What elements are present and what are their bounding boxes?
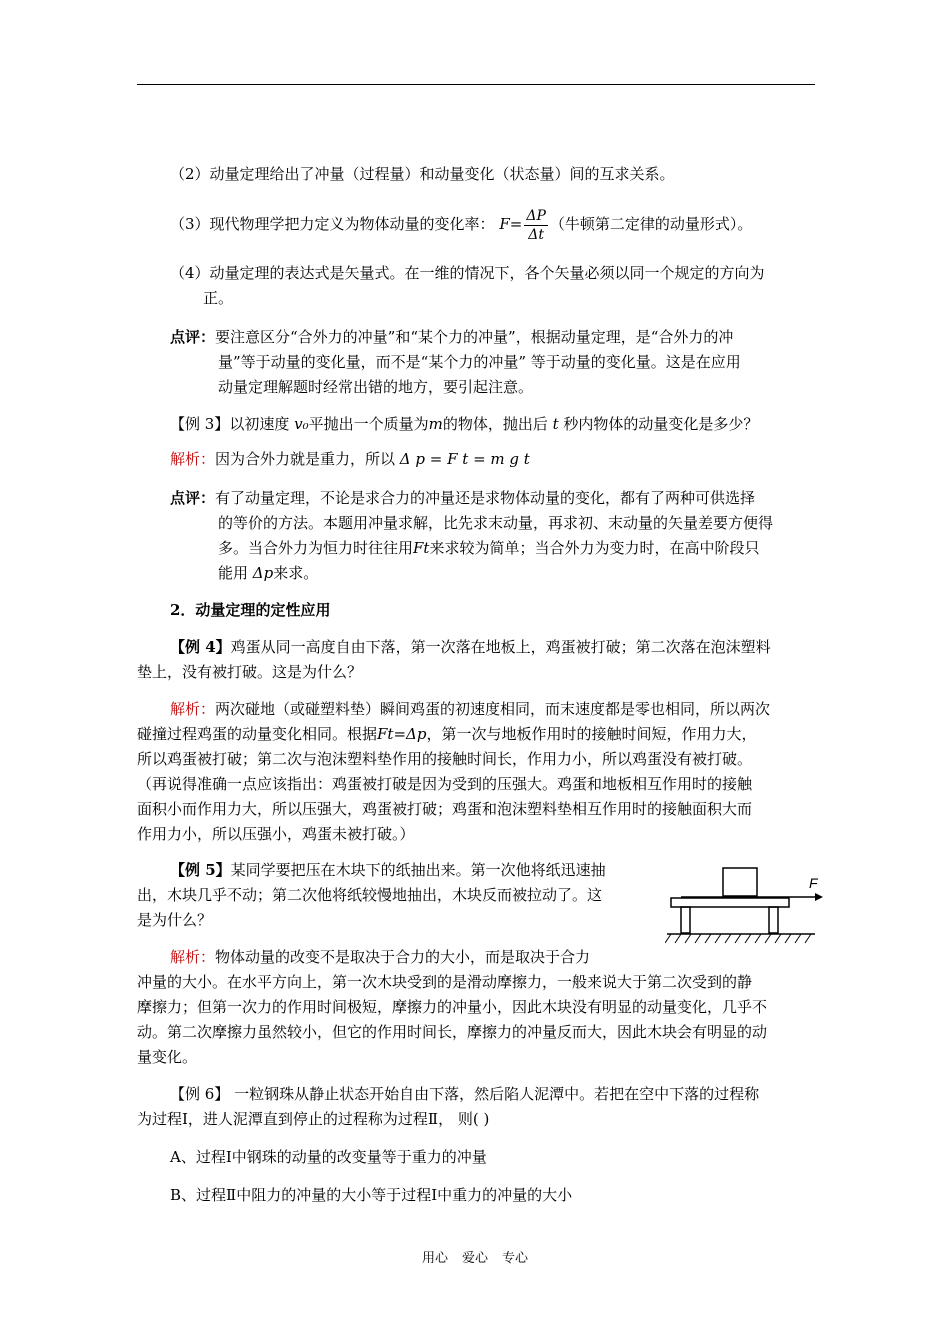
point-3: （3）现代物理学把力定义为物体动量的变化率： F= $\frac{\Delta P}{\Delta t}$ （牛顿第二定律的动量形式）。 <box>170 207 753 243</box>
block-on-paper-figure <box>665 860 825 948</box>
option-a: A、过程Ⅰ中钢珠的动量的改变量等于重力的冲量 <box>170 1148 487 1166</box>
point-4: （4）动量定理的表达式是矢量式。在一维的情况下，各个矢量必须以同一个规定的方向为 正。 <box>170 264 765 307</box>
table-top <box>671 898 789 907</box>
force-arrow-head <box>815 893 823 901</box>
example-6: 【例 6】 一粒钢珠从静止状态开始自由下落，然后陷人泥潭中。若把在空中下落的过程称 为过程Ⅰ，进人泥潭直到停止的过程称为过程Ⅱ， 则( ) <box>137 1085 760 1128</box>
example-3: 【例 3】以初速度 v₀平抛出一个质量为m的物体，抛出后 t 秒内物体的动量变化是多少？ <box>170 415 759 433</box>
table-leg-left <box>681 907 690 933</box>
example-4: 【例 4】鸡蛋从同一高度自由下落，第一次落在地板上，鸡蛋被打破；第二次落在泡沫塑料 垫上，没有被打破。这是为什么？ <box>137 638 771 681</box>
comment-2: 点评：有了动量定理，不论是求合力的冲量还是求物体动量的变化，都有了两种可供选择 的等价的方法。本题用冲量求解，比先求末动量，再求初、末动量的矢量差要方便得 多。当合外力为恒力时往往用Ft来求较为简单；当合外力为变力时，在高中阶段只 能用 Δp来求。 <box>170 489 774 582</box>
wooden-block <box>723 868 757 896</box>
table-leg-right <box>769 907 778 933</box>
comment-label: 点评： <box>170 489 216 507</box>
point-2: （2）动量定理给出了冲量（过程量）和动量变化（状态量）间的互求关系。 <box>170 165 675 183</box>
example-3-answer: 解析：因为合外力就是重力，所以 Δ p = F t = m g t <box>170 450 530 468</box>
comment-label: 点评： <box>170 328 216 346</box>
formula-F: F <box>499 215 510 233</box>
answer-label: 解析： <box>170 450 216 468</box>
ground-hatching <box>665 934 811 943</box>
example-5-answer: 解析：物体动量的改变不是取决于合力的大小，而是取决于合力 冲量的大小。在水平方向上，第一次木块受到的是滑动摩擦力，一般来说大于第二次受到的静 摩擦力；但第一次力的作用时间极短，摩擦力的冲量小，因此木块没有明显的动量变化，几乎不 动。第二次摩擦力虽然较小，但它的作用时间长，摩擦力的冲量反而大，因此木块会有明显的动 量变化。 <box>137 948 768 1066</box>
example-5: 【例 5】某同学要把压在木块下的纸抽出来。第一次他将纸迅速抽 出，木块几乎不动；第二次他将纸较慢地抽出，木块反而被拉动了。这 是为什么？ <box>137 861 606 929</box>
section-heading: 2．动量定理的定性应用 <box>170 601 331 619</box>
option-b: B、过程Ⅱ中阻力的冲量的大小等于过程Ⅰ中重力的冲量的大小 <box>170 1186 573 1204</box>
example-4-answer: 解析：两次碰地（或碰塑料垫）瞬间鸡蛋的初速度相同，而末速度都是零也相同，所以两次 碰撞过程鸡蛋的动量变化相同。根据Ft=Δp，第一次与地板作用时的接触时间短，作用力大， 所以鸡蛋被打破；第二次与泡沫塑料垫作用的接触时间长，作用力小，所以鸡蛋没有被打破。 （再说得准确一点应该指出：鸡蛋被打破是因为受到的压强大。鸡蛋和地板相互作用时的接触 面积小而作用力大，所以压强大，鸡蛋被打破；鸡蛋和泡沫塑料垫相互作用时的接触面积大而 作用力小，所以压强小，鸡蛋未被打破。） <box>137 700 771 843</box>
answer-label: 解析： <box>170 948 216 966</box>
answer-label: 解析： <box>170 700 216 718</box>
force-label: F <box>809 875 818 891</box>
comment-1: 点评：要注意区分“合外力的冲量”和“某个力的冲量”，根据动量定理，是“合外力的冲 量”等于动量的变化量，而不是“某个力的冲量” 等于动量的变化量。这是在应用 动量定理解题时经常出错的地方，要引起注意。 <box>170 328 741 396</box>
formula-fraction: $\frac{\Delta P}{\Delta t}$ <box>526 207 546 243</box>
header-rule <box>137 84 815 85</box>
page-footer: 用心 爱心 专心 <box>421 1251 529 1266</box>
